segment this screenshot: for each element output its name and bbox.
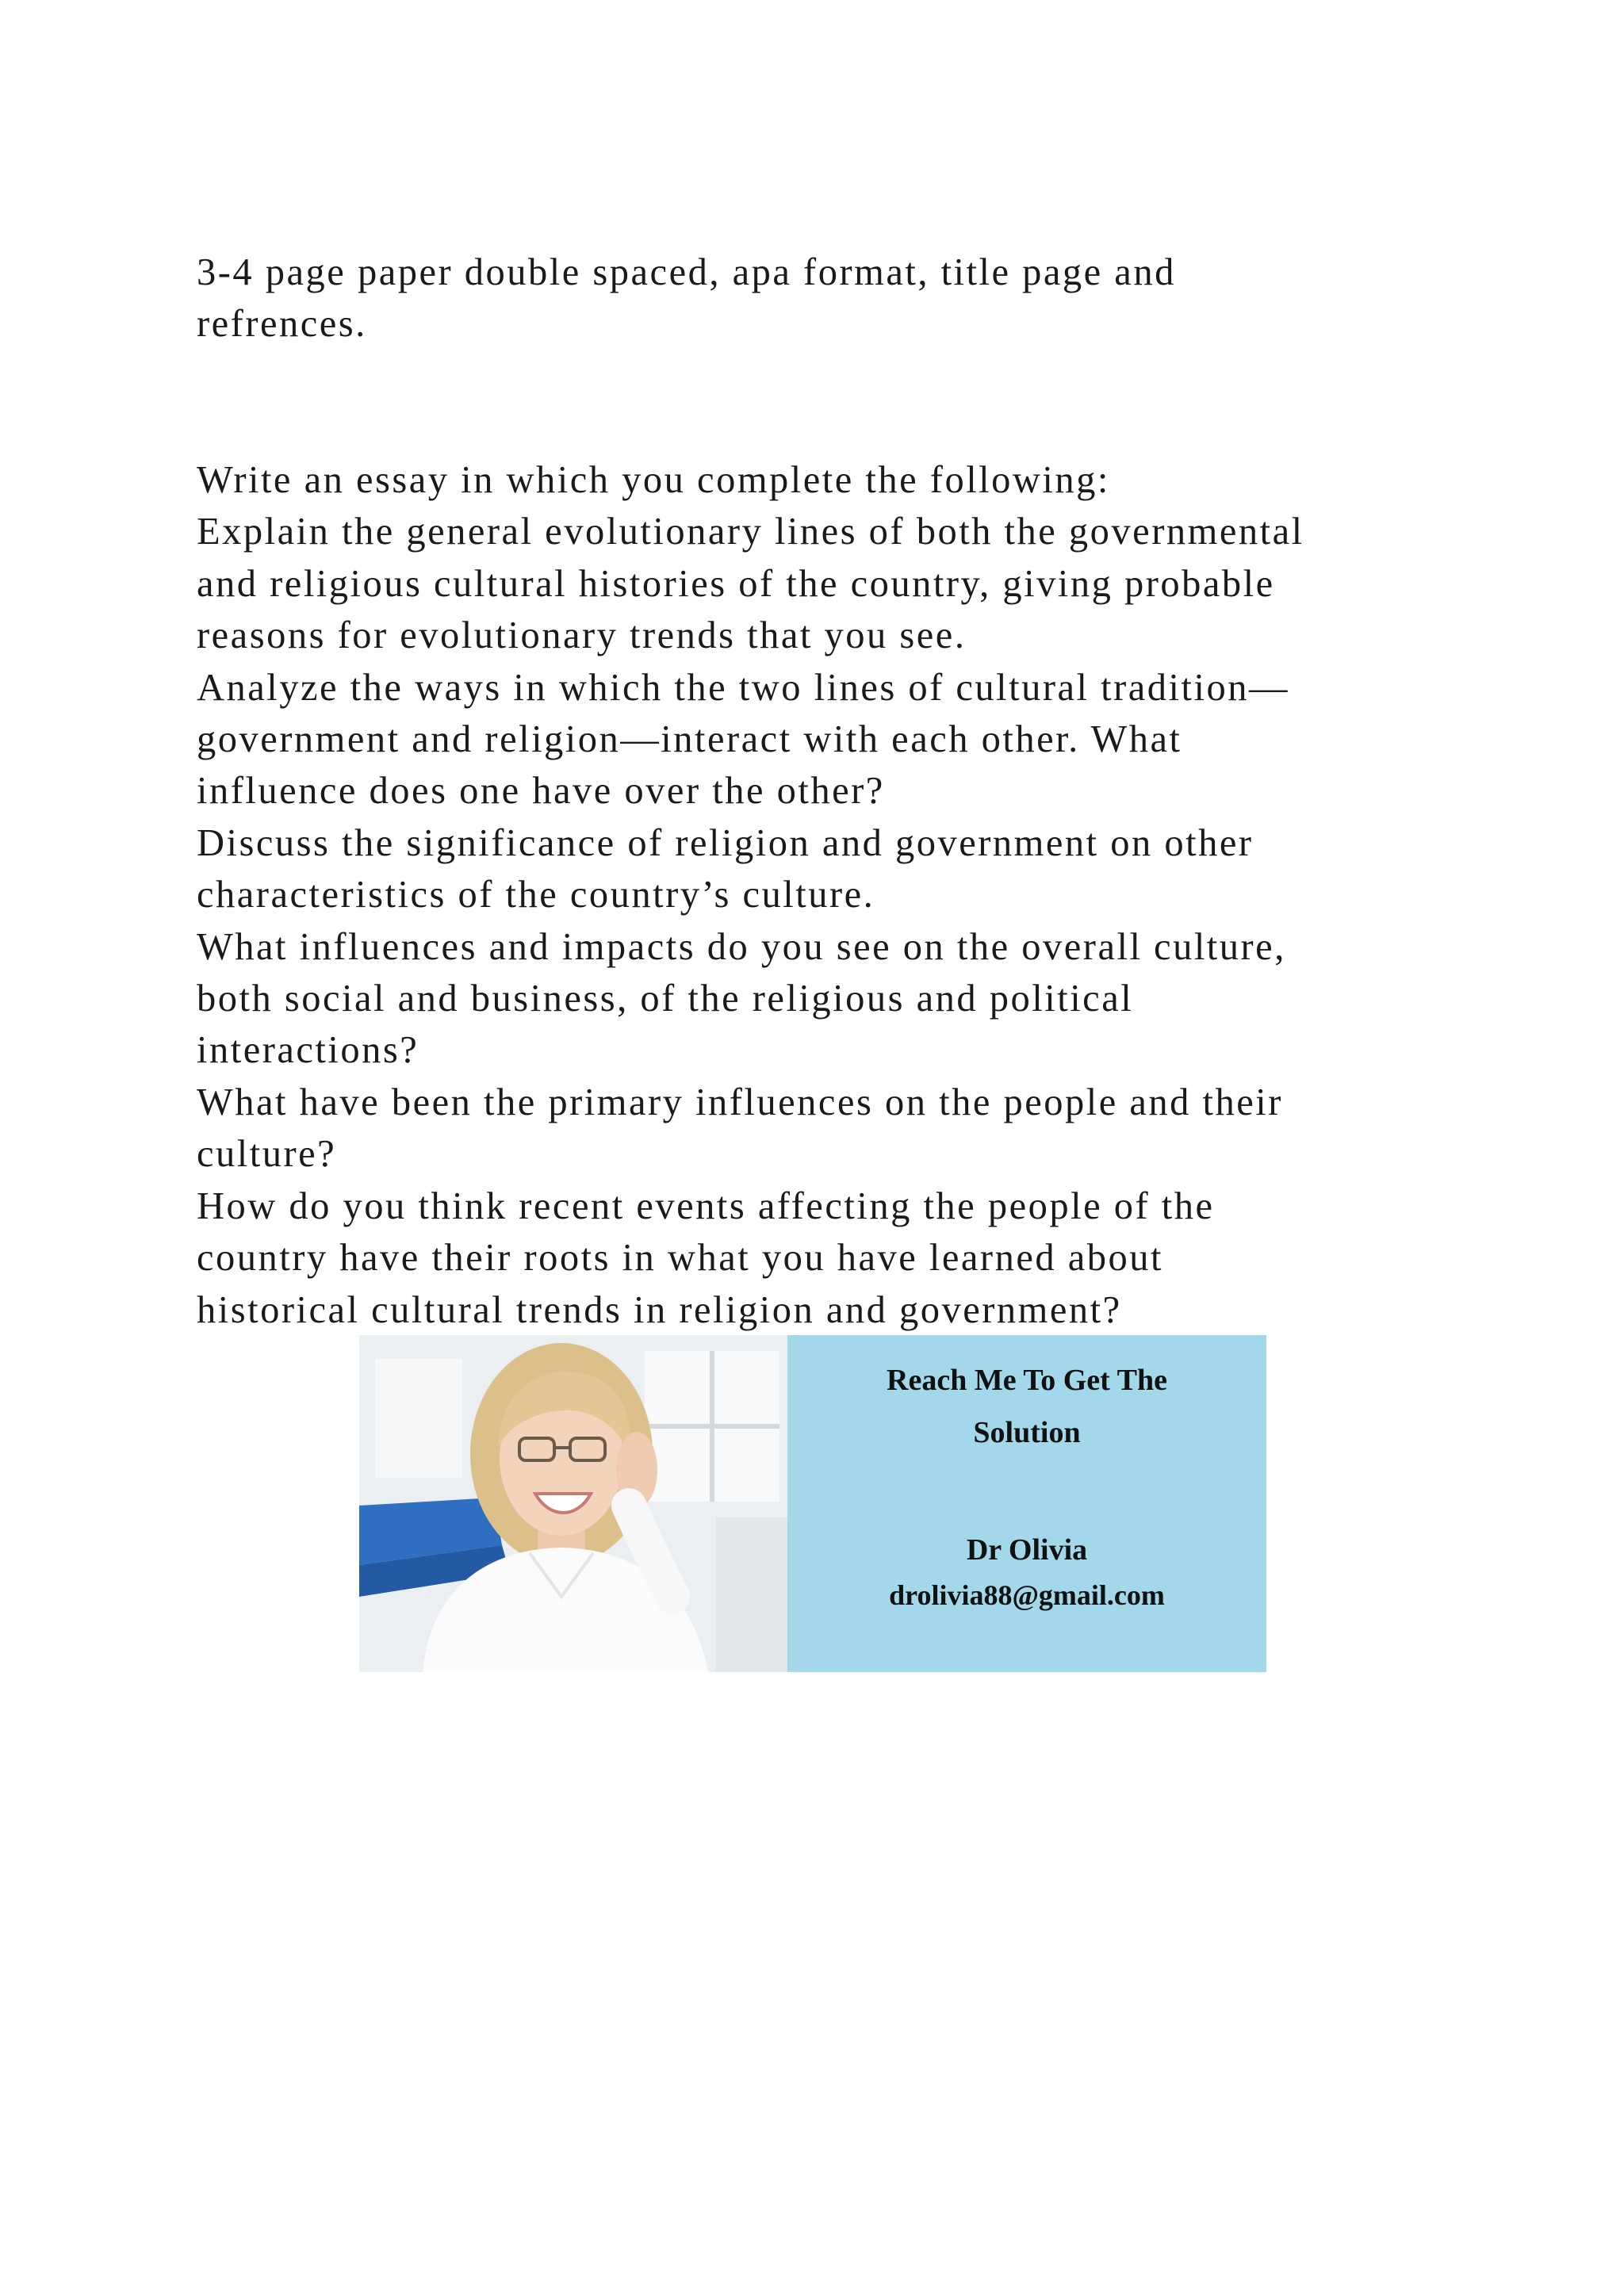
contact-name: Dr Olivia: [966, 1533, 1088, 1567]
essay-line: What have been the primary influences on the people and their: [197, 1081, 1283, 1123]
essay-line: influence does one have over the other?: [197, 770, 885, 813]
essay-line: interactions?: [197, 1029, 419, 1072]
woman-photo-illustration: [359, 1335, 787, 1672]
banner-heading-line-1: Reach Me To Get The: [887, 1364, 1167, 1397]
contact-banner: [359, 1335, 1266, 1672]
essay-line: government and religion—interact with each other. What: [197, 718, 1182, 761]
essay-line: characteristics of the country’s culture.: [197, 874, 875, 916]
essay-line: What influences and impacts do you see on the overall culture,: [197, 925, 1286, 968]
essay-instructions: [197, 454, 1434, 1336]
essay-line: How do you think recent events affecting the people of the: [197, 1184, 1215, 1227]
intro-line: 3-4 page paper double spaced, apa format, title page and: [197, 251, 1176, 293]
banner-heading-line-2: Solution: [973, 1416, 1081, 1449]
essay-line: country have their roots in what you have learned about: [197, 1237, 1163, 1280]
essay-line: historical cultural trends in religion and government?: [197, 1288, 1122, 1331]
essay-line: Analyze the ways in which the two lines of cultural tradition—: [197, 666, 1289, 709]
essay-line: and religious cultural histories of the country, giving probable: [197, 562, 1275, 605]
essay-line: Write an essay in which you complete the following:: [197, 459, 1110, 501]
intro-line: refrences.: [197, 303, 367, 346]
woman-photo: [359, 1335, 787, 1672]
contact-info-panel: [787, 1335, 1266, 1672]
essay-line: culture?: [197, 1133, 337, 1176]
essay-line: Discuss the significance of religion and government on other: [197, 821, 1254, 864]
intro-paragraph: [197, 247, 1434, 350]
essay-line: Explain the general evolutionary lines of both the governmental: [197, 511, 1304, 553]
contact-email: drolivia88@gmail.com: [889, 1579, 1165, 1611]
essay-line: both social and business, of the religious and political: [197, 978, 1134, 1020]
essay-line: reasons for evolutionary trends that you see.: [197, 614, 967, 657]
